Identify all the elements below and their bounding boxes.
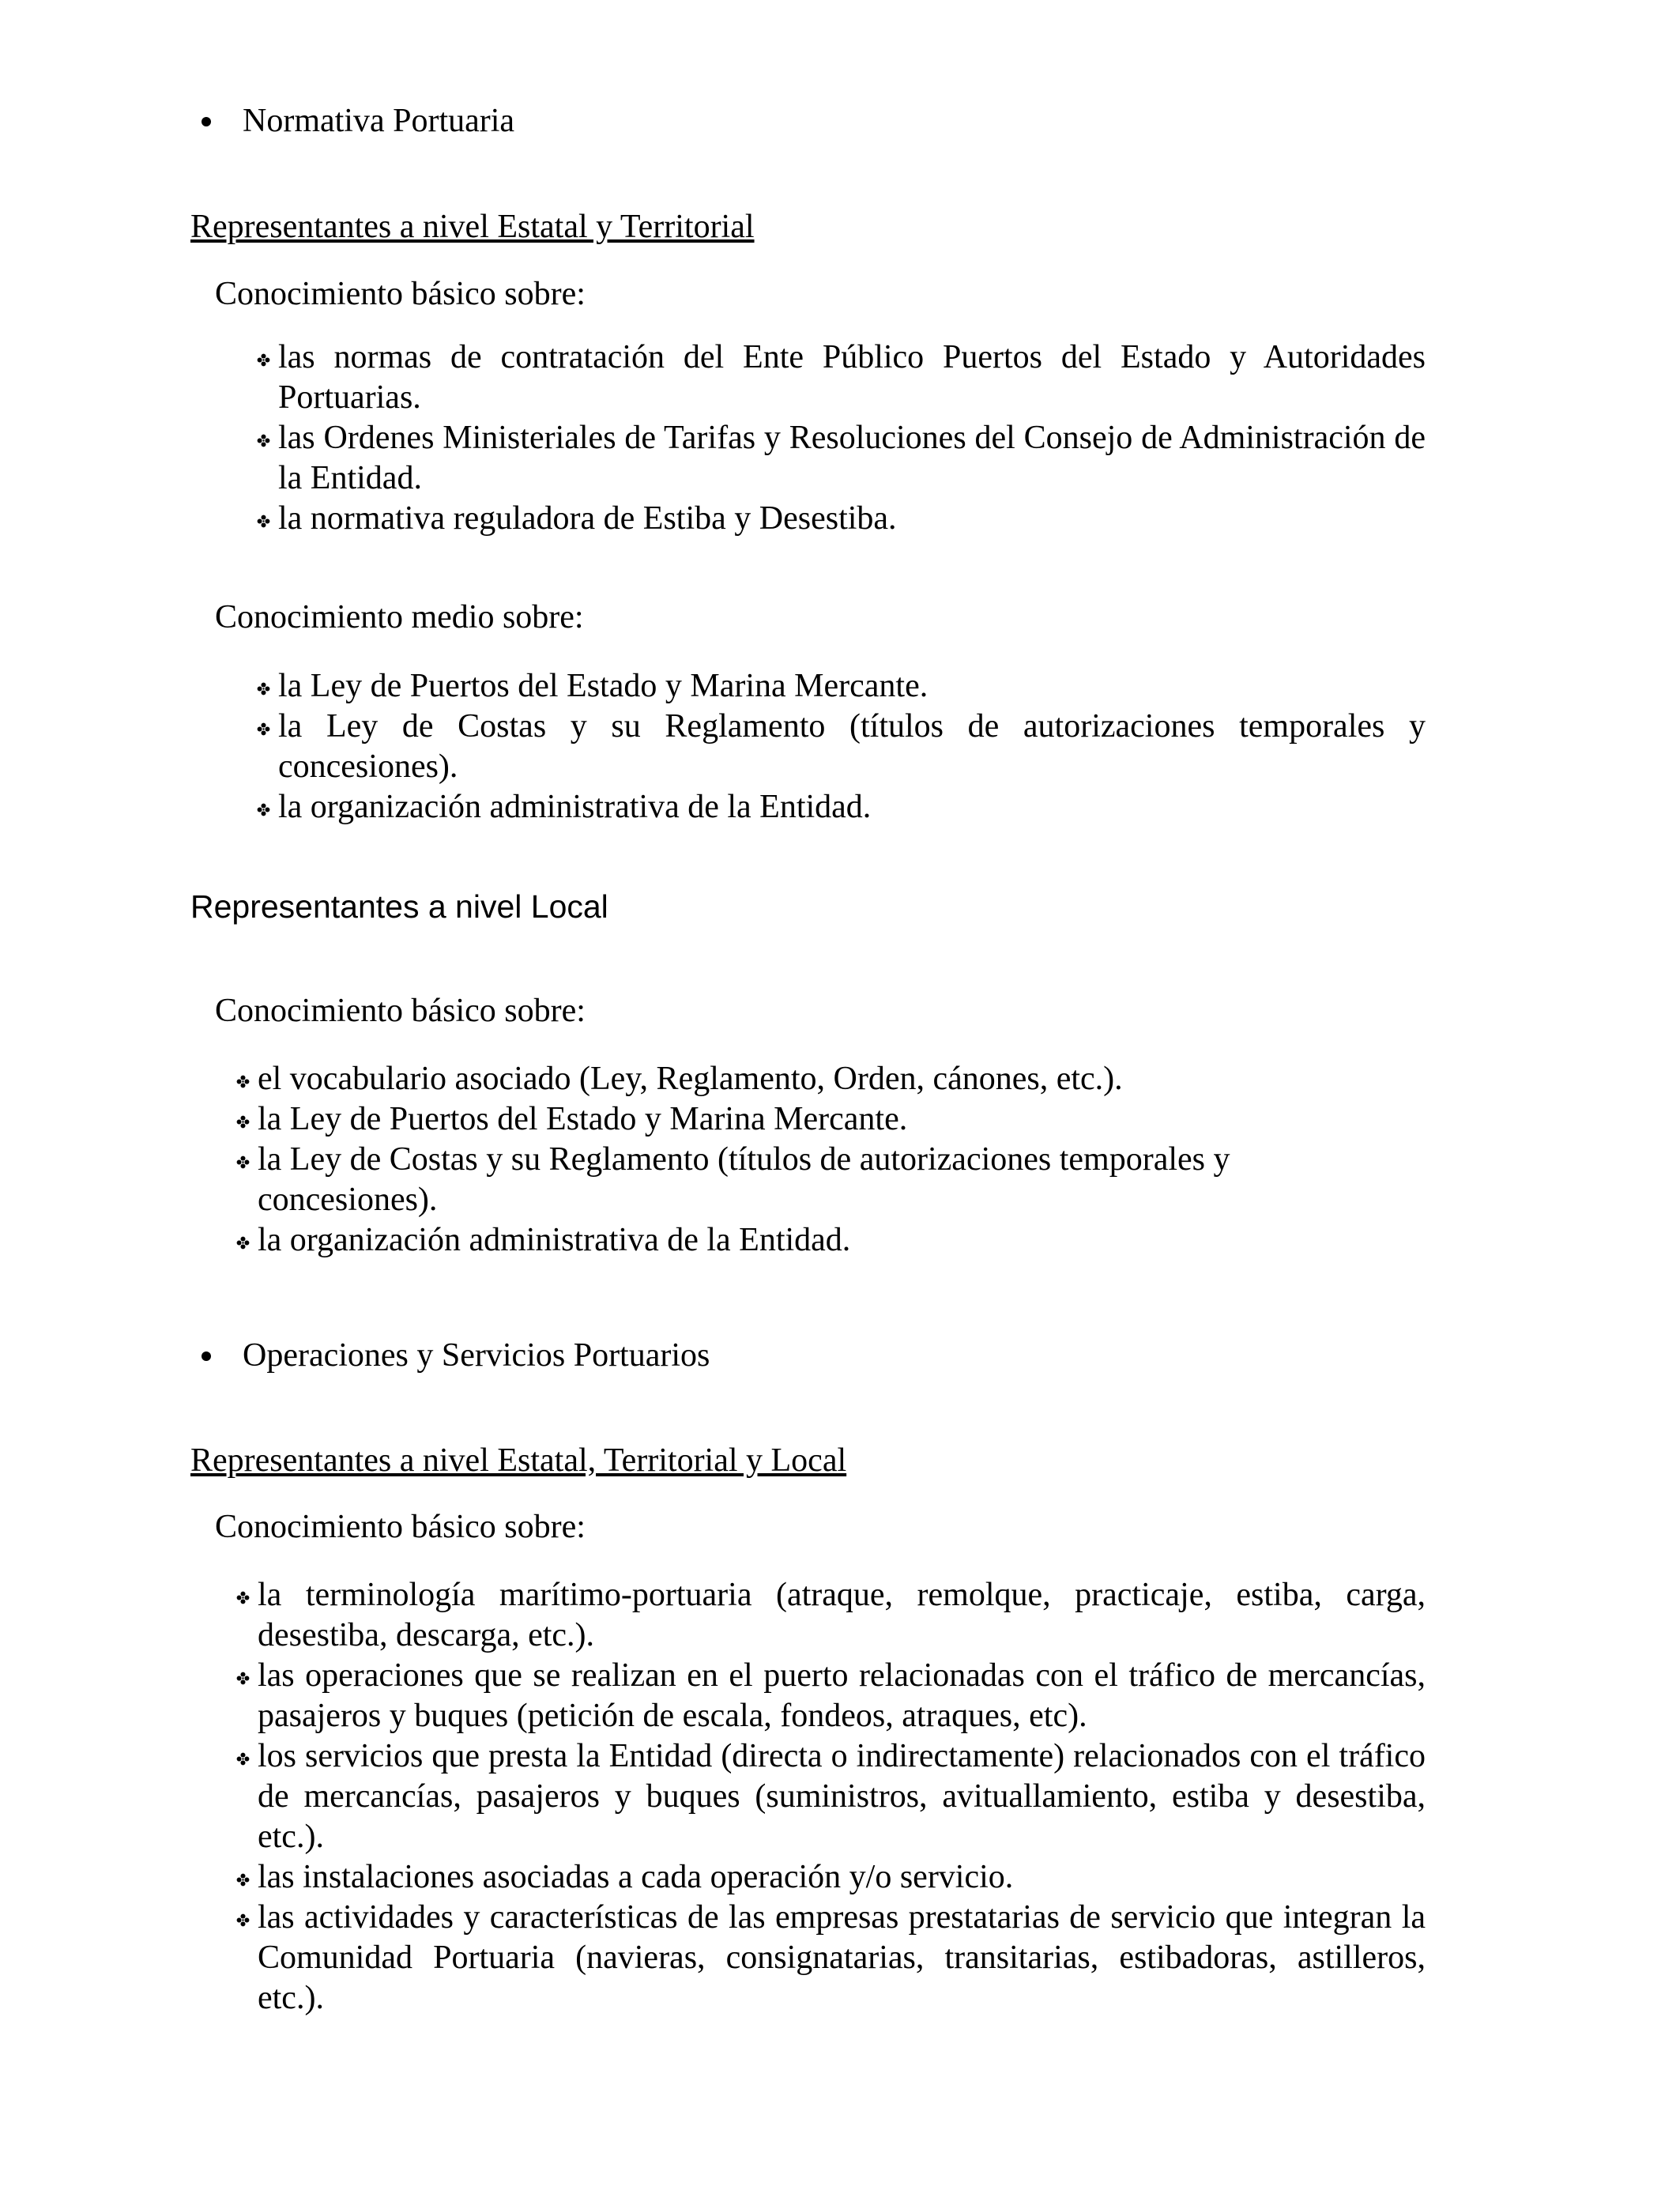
knowledge-list-medio-estatal [278,666,1426,827]
section-title: Normativa Portuaria [243,103,515,139]
group-heading-estatal-territorial-local: Representantes a nivel Estatal, Territorial y Local [190,1442,847,1479]
list-item: el vocabulario asociado (Ley, Reglamento, Orden, cánones, etc.). [258,1059,1285,1099]
list-item: la organización administrativa de la Entidad. [258,1220,1285,1261]
flower-bullet-icon [236,1155,250,1169]
flower-bullet-icon [257,434,270,447]
flower-bullet-icon [236,1873,250,1887]
section-title: Operaciones y Servicios Portuarios [243,1337,710,1374]
list-item: la Ley de Puertos del Estado y Marina Mercante. [258,1099,1285,1140]
intro-conocimiento-basico: Conocimiento básico sobre: [215,276,586,312]
list-item: la Ley de Costas y su Reglamento (títulos de autorizaciones temporales y concesiones). [258,1140,1285,1220]
flower-bullet-icon [236,1913,250,1927]
flower-bullet-icon [257,682,270,696]
list-item: las normas de contratación del Ente Público Puertos del Estado y Autoridades Portuarias. [278,337,1426,418]
flower-bullet-icon [257,803,270,816]
flower-bullet-icon [236,1672,250,1685]
group-heading-estatal-territorial: Representantes a nivel Estatal y Territorial [190,209,755,245]
knowledge-list-basico-estatal [278,337,1426,539]
flower-bullet-icon [236,1591,250,1604]
flower-bullet-icon [257,353,270,367]
knowledge-list-basico-local [258,1059,1285,1261]
list-item: la Ley de Puertos del Estado y Marina Mercante. [278,666,1426,707]
flower-bullet-icon [257,515,270,528]
knowledge-list-operaciones [258,1575,1426,2019]
group-heading-local: Representantes a nivel Local [190,888,608,925]
flower-bullet-icon [236,1236,250,1250]
list-item: las instalaciones asociadas a cada operación y/o servicio. [258,1857,1426,1898]
intro-conocimiento-basico: Conocimiento básico sobre: [215,993,586,1029]
flower-bullet-icon [257,722,270,736]
list-item: la normativa reguladora de Estiba y Desestiba. [278,499,1426,539]
intro-conocimiento-basico: Conocimiento básico sobre: [215,1509,586,1545]
flower-bullet-icon [236,1752,250,1766]
flower-bullet-icon [236,1075,250,1088]
intro-conocimiento-medio: Conocimiento medio sobre: [215,599,584,635]
list-item: los servicios que presta la Entidad (directa o indirectamente) relacionados con el tráfico de mercancías, pasajeros y buques (suministros, avituallamiento, estiba y desestiba, etc.). [258,1736,1426,1857]
list-item: las actividades y características de las empresas prestatarias de servicio que integran la Comunidad Portuaria (navieras, consignatarias, transitarias, estibadoras, astilleros, etc.). [258,1898,1426,2019]
list-item: la organización administrativa de la Entidad. [278,787,1426,827]
flower-bullet-icon [236,1115,250,1129]
list-item: las Ordenes Ministeriales de Tarifas y Resoluciones del Consejo de Administración de la Entidad. [278,418,1426,499]
list-item: la terminología marítimo-portuaria (atraque, remolque, practicaje, estiba, carga, desestiba, descarga, etc.). [258,1575,1426,1656]
list-item: la Ley de Costas y su Reglamento (títulos de autorizaciones temporales y concesiones). [278,707,1426,787]
list-item: las operaciones que se realizan en el puerto relacionadas con el tráfico de mercancías, pasajeros y buques (petición de escala, fondeos, atraques, etc). [258,1656,1426,1736]
